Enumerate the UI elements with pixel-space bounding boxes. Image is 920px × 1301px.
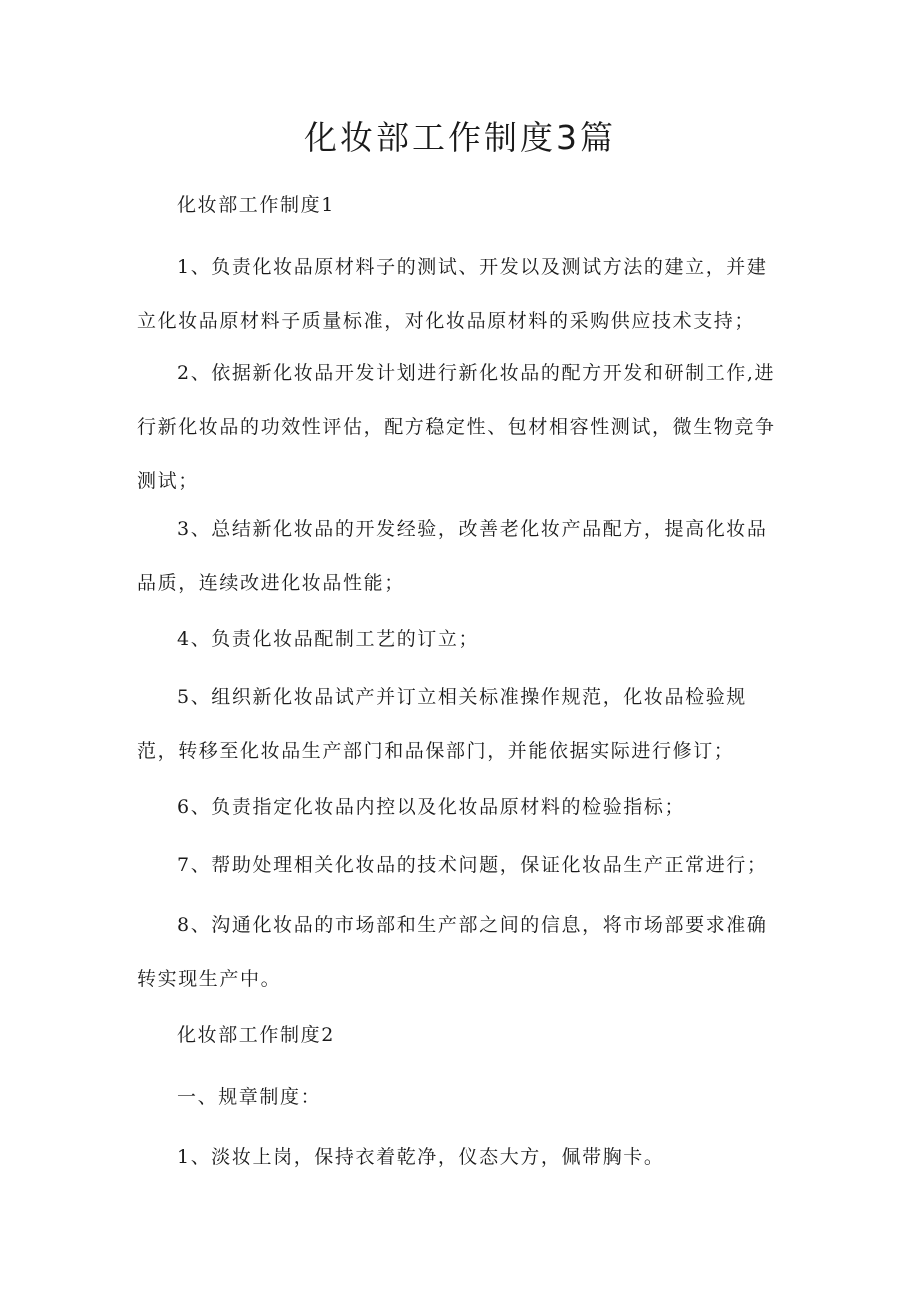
section-heading-1: 化妆部工作制度1 [177, 194, 335, 216]
section-heading-2: 化妆部工作制度2 [177, 1024, 335, 1046]
paragraph-item-4: 4、负责化妆品配制工艺的订立； [177, 628, 480, 650]
paragraph-item-8: 8、沟通化妆品的市场部和生产部之间的信息，将市场部要求准确转实现生产中。 [137, 914, 768, 990]
section-subheading: 一、规章制度： [177, 1086, 322, 1108]
paragraph-item-2: 2、依据新化妆品开发计划进行新化妆品的配方开发和研制工作,进行新化妆品的功效性评估，配方稳定性、包材相容性测试，微生物竞争测试； [137, 362, 776, 492]
document-title: 化妆部工作制度3篇 [304, 118, 616, 157]
paragraph-item-3: 3、总结新化妆品的开发经验，改善老化妆产品配方，提高化妆品品质，连续改进化妆品性能； [137, 518, 768, 594]
paragraph-item-9: 1、淡妆上岗，保持衣着乾净，仪态大方，佩带胸卡。 [177, 1146, 665, 1168]
paragraph-item-6: 6、负责指定化妆品内控以及化妆品原材料的检验指标； [177, 796, 686, 818]
paragraph-item-5: 5、组织新化妆品试产并订立相关标准操作规范，化妆品检验规范，转移至化妆品生产部门和品保部门，并能依据实际进行修订； [137, 686, 747, 762]
paragraph-item-1: 1、负责化妆品原材料子的测试、开发以及测试方法的建立，并建立化妆品原材料子质量标准，对化妆品原材料的采购供应技术支持； [137, 256, 768, 332]
paragraph-item-7: 7、帮助处理相关化妆品的技术问题，保证化妆品生产正常进行； [177, 854, 768, 876]
